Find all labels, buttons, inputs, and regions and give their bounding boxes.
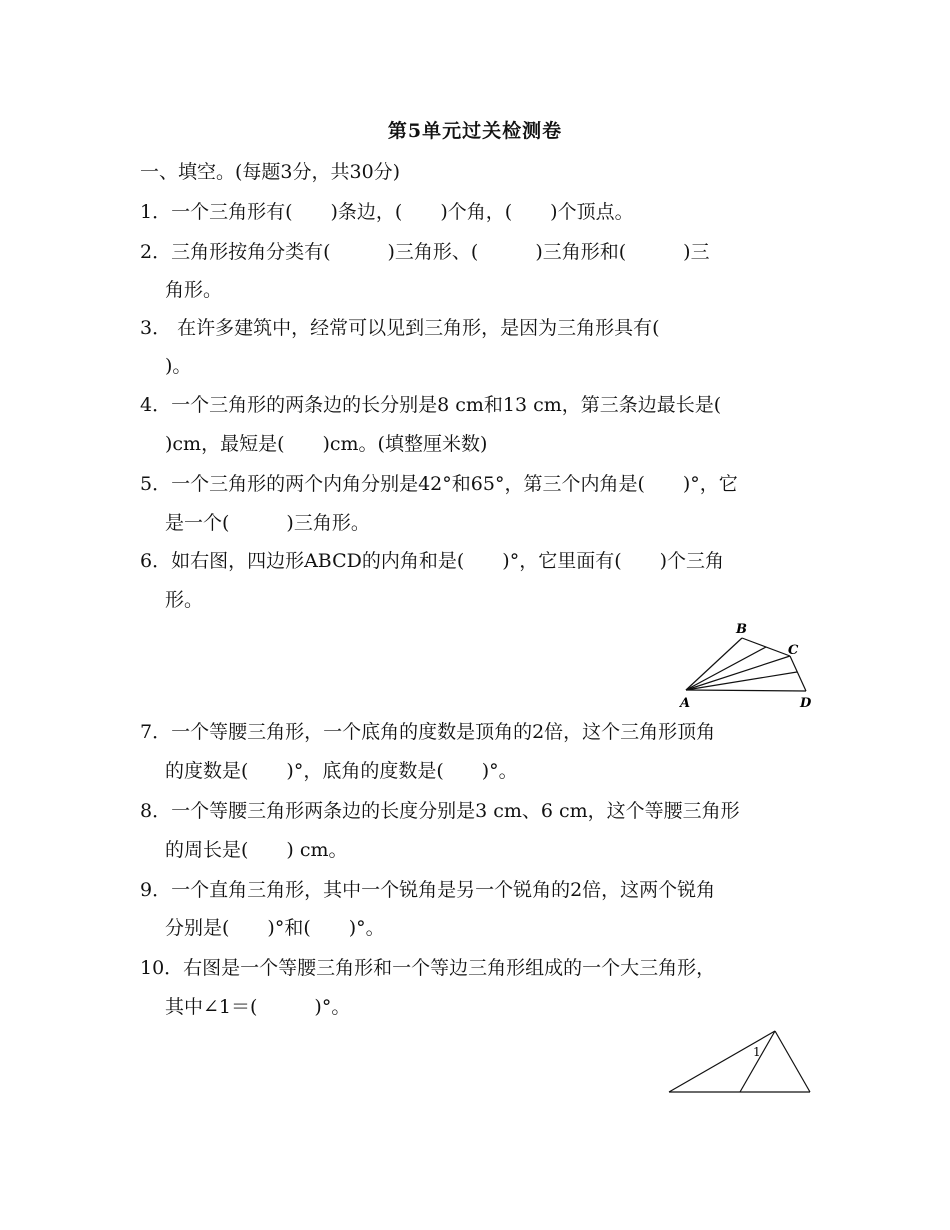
question-4-line-1: 4．一个三角形的两条边的长分别是8 cm和13 cm，第三条边最长是( [140, 394, 722, 416]
question-2-line-1: 2．三角形按角分类有( )三角形、( )三角形和( )三 [140, 241, 710, 263]
question-1: 1．一个三角形有( )条边，( )个角，( )个顶点。 [140, 201, 634, 223]
question-3-line-2: )。 [165, 355, 192, 377]
question-6-line-1: 6．如右图，四边形ABCD的内角和是( )°，它里面有( )个三角 [140, 550, 725, 572]
question-5-line-1: 5．一个三角形的两个内角分别是42°和65°，第三个内角是( )°，它 [140, 473, 738, 495]
question-8-line-1: 8．一个等腰三角形两条边的长度分别是3 cm、6 cm，这个等腰三角形 [140, 800, 740, 822]
question-3-line-1: 3． 在许多建筑中，经常可以见到三角形，是因为三角形具有( [140, 317, 660, 339]
question-7-line-1: 7．一个等腰三角形，一个底角的度数是顶角的2倍，这个三角形顶角 [140, 721, 716, 743]
edge-ad [686, 690, 806, 691]
question-4-line-2: )cm，最短是( )cm。(填整厘米数) [165, 433, 488, 455]
question-2-line-2: 角形。 [165, 279, 223, 301]
question-8-line-2: 的周长是( ) cm。 [165, 839, 348, 861]
question-5-line-2: 是一个( )三角形。 [165, 512, 370, 534]
combined-triangle-figure [665, 1025, 815, 1097]
right-side [775, 1031, 810, 1092]
label-a: A [680, 696, 691, 711]
label-b: B [736, 622, 747, 637]
question-10-line-1: 10．右图是一个等腰三角形和一个等边三角形组成的一个大三角形， [140, 957, 716, 979]
label-d: D [800, 696, 812, 711]
question-9-line-2: 分别是( )°和( )°。 [165, 917, 385, 939]
edge-cd [790, 656, 806, 691]
inner-segment [740, 1031, 775, 1092]
question-10-line-2: 其中∠1＝( )°。 [165, 996, 351, 1018]
question-9-line-1: 9．一个直角三角形，其中一个锐角是另一个锐角的2倍，这两个锐角 [140, 879, 716, 901]
question-7-line-2: 的度数是( )°，底角的度数是( )°。 [165, 760, 518, 782]
quadrilateral-abcd-figure [676, 618, 821, 712]
section-heading: 一、填空。(每题3分，共30分) [140, 161, 401, 183]
label-c: C [788, 643, 799, 658]
angle-1-label: 1 [753, 1045, 761, 1059]
left-side [669, 1031, 775, 1092]
question-6-line-2: 形。 [165, 589, 204, 611]
diagonal-ac [686, 656, 790, 690]
page-title: 第5单元过关检测卷 [387, 120, 563, 142]
